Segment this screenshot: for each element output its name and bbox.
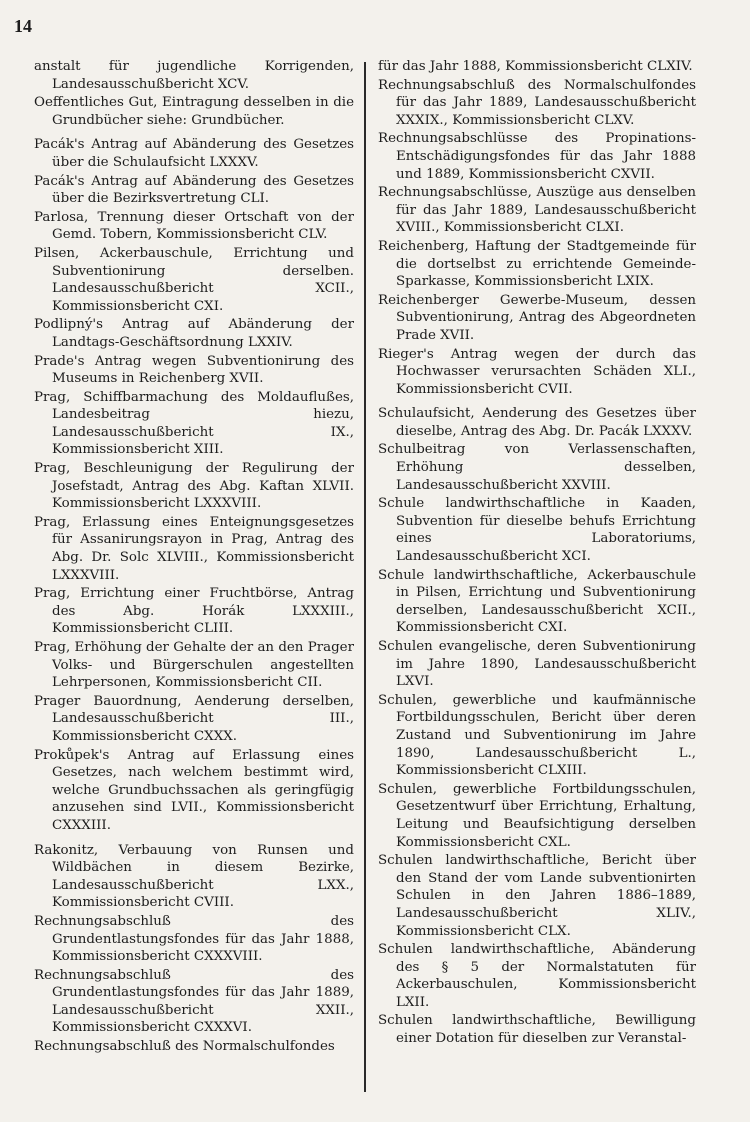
index-entry: Schulen, gewerbliche und kaufmännische Fortbildungsschulen, Bericht über deren Zustand und Subventionirung im Jahre 1890, Landesausschußbericht L., Kommissionsbericht CLXIII. (378, 692, 696, 779)
index-entry: Schule landwirthschaftliche in Kaaden, Subvention für dieselbe behufs Errichtung eines Laboratoriums, Landesausschußbericht XCI. (378, 496, 696, 565)
index-entry: Rechnungsabschlüsse des Propinations-Entschädigungsfondes für das Jahr 1888 und 1889, Kommissionsbericht CXVII. (378, 131, 696, 182)
index-entry: Prag, Erlassung eines Enteignungsgesetzes für Assanirungsrayon in Prag, Antrag des Abg. Dr. Solc XLVIII., Kommissionsbericht LXXXVIII. (34, 514, 354, 583)
right-column (378, 58, 696, 1094)
index-entry: Pacák's Antrag auf Abänderung des Gesetzes über die Schulaufsicht LXXXV. (34, 137, 354, 170)
index-entry: Schulen landwirthschaftliche, Bericht über den Stand der vom Lande subventionirten Schulen in den Jahren 1886–1889, Landesausschußbericht XLIV., Kommissionsbericht CLX. (378, 853, 696, 939)
index-entry: Schulbeitrag von Verlassenschaften, Erhöhung desselben, Landesausschußbericht XXVIII. (378, 442, 696, 493)
index-entry: Pacák's Antrag auf Abänderung des Gesetzes über die Bezirksvertretung CLI. (34, 173, 354, 207)
index-entry: Schulaufsicht, Aenderung des Gesetzes über dieselbe, Antrag des Abg. Dr. Pacák LXXXV. (378, 406, 696, 439)
page-number: 14 (14, 16, 32, 36)
index-entry: Prokůpek's Antrag auf Erlassung eines Gesetzes, nach welchem bestimmt wird, welche Grundbuchssachen als geringfügig anzusehen sind LVII., Kommissionsbericht CXXXIII. (34, 747, 354, 833)
index-entry: Prag, Beschleunigung der Regulirung der Josefstadt, Antrag des Abg. Kaftan XLVII. Kommissionsbericht LXXXVIII. (34, 461, 354, 512)
index-entry: Rechnungsabschluß des Normalschulfondes (34, 1039, 335, 1055)
index-entry: anstalt für jugendliche Korrigenden, Landesausschußbericht XCV. (34, 59, 354, 92)
index-entry: Reichenberg, Haftung der Stadtgemeinde für die dortselbst zu errichtende Gemeinde-Sparkasse, Kommissionsbericht LXIX. (378, 238, 696, 290)
index-entry: Pilsen, Ackerbauschule, Errichtung und Subventionirung derselben. Landesausschußbericht XCII., Kommissionsbericht CXI. (34, 245, 354, 314)
index-entry: Prade's Antrag wegen Subventionirung des Museums in Reichenberg XVII. (34, 353, 354, 387)
index-entry: Rieger's Antrag wegen der durch das Hochwasser verursachten Schäden XLI., Kommissionsbericht CVII. (378, 346, 696, 397)
left-column (34, 58, 354, 1094)
index-entry: Prager Bauordnung, Aenderung derselben, Landesausschußbericht III., Kommissionsbericht CXXX. (34, 693, 354, 744)
index-entry: Schulen landwirthschaftliche, Bewilligung einer Dotation für dieselben zur Veranstal- (378, 1013, 696, 1047)
index-entry: Schulen evangelische, deren Subventionirung im Jahre 1890, Landesausschußbericht LXVI. (378, 639, 696, 690)
index-entry: Prag, Erhöhung der Gehalte der an den Prager Volks- und Bürgerschulen angestellten Lehrpersonen, Kommissionsbericht CII. (34, 640, 354, 691)
index-entry: für das Jahr 1888, Kommissionsbericht CLXIV. (378, 59, 693, 74)
index-entry: Prag, Schiffbarmachung des Moldauflußes, Landesbeitrag hiezu, Landesausschußbericht IX., Kommissionsbericht XIII. (34, 389, 354, 458)
index-entry: Parlosa, Trennung dieser Ortschaft von der Gemd. Tobern, Kommissionsbericht CLV. (34, 209, 354, 243)
index-entry: Oeffentliches Gut, Eintragung desselben in die Grundbücher siehe: Grundbücher. (34, 95, 354, 128)
index-entry: Rakonitz, Verbauung von Runsen und Wildbächen in diesem Bezirke, Landesausschußbericht LXX., Kommissionsbericht CVIII. (34, 842, 354, 911)
index-entry: Reichenberger Gewerbe-Museum, dessen Subventionirung, Antrag des Abgeordneten Prade XVII. (378, 292, 696, 343)
index-entry: Prag, Errichtung einer Fruchtbörse, Antrag des Abg. Horák LXXXIII., Kommissionsbericht CLIII. (34, 586, 354, 637)
index-entry: Rechnungsabschluß des Grundentlastungsfondes für das Jahr 1889, Landesausschußbericht XXII., Kommissionsbericht CXXXVI. (34, 967, 354, 1036)
index-entry: Rechnungsabschlüsse, Auszüge aus denselben für das Jahr 1889, Landesausschußbericht XVIII., Kommissionsbericht CLXI. (378, 185, 696, 236)
index-entry: Podlipný's Antrag auf Abänderung der Landtags-Geschäftsordnung LXXIV. (34, 317, 354, 350)
index-entry: Rechnungsabschluß des Grundentlastungsfondes für das Jahr 1888, Kommissionsbericht CXXXVIII. (34, 913, 354, 965)
index-entry: Schulen landwirthschaftliche, Abänderung des § 5 der Normalstatuten für Ackerbauschulen, Kommissionsbericht LXII. (378, 942, 696, 1010)
index-entry: Schule landwirthschaftliche, Ackerbauschule in Pilsen, Errichtung und Subventionirung derselben, Landesausschußbericht XCII., Kommissionsbericht CXI. (378, 567, 696, 636)
column-divider (364, 62, 366, 1092)
index-entry: Schulen, gewerbliche Fortbildungsschulen, Gesetzentwurf über Errichtung, Erhaltung, Leitung und Beaufsichtigung derselben Kommissionsbericht CXL. (378, 781, 696, 850)
index-entry: Rechnungsabschluß des Normalschulfondes für das Jahr 1889, Landesausschußbericht XXXIX., Kommissionsbericht CLXV. (378, 77, 696, 128)
